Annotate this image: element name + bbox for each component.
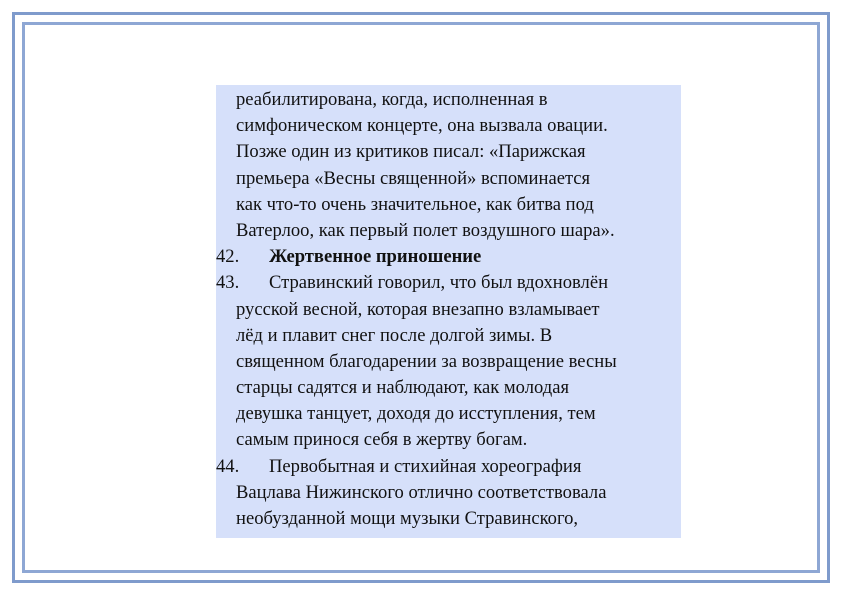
item-number: 44. — [216, 455, 240, 477]
line-text: русской весной, которая внезапно взламывает — [236, 298, 600, 320]
text-line — [216, 427, 681, 453]
line-text: девушка танцует, доходя до исступления, тем — [236, 403, 596, 425]
item-number: 43. — [216, 272, 240, 294]
text-line — [216, 375, 681, 401]
line-text: Вацлава Нижинского отлично соответствовала — [236, 481, 607, 503]
numbered-line — [216, 270, 681, 296]
line-text: Первобытная и стихийная хореография — [269, 455, 582, 477]
text-line — [216, 480, 681, 506]
line-text: реабилитирована, когда, исполненная в — [236, 89, 548, 110]
line-text: старцы садятся и наблюдают, как молодая — [236, 377, 570, 399]
line-text: самым принося себя в жертву богам. — [236, 429, 528, 451]
line-text: Ватерлоо, как первый полет воздушного шара». — [236, 219, 615, 241]
text-line — [216, 113, 681, 139]
numbered-line — [216, 454, 681, 480]
item-number: 42. — [216, 246, 240, 268]
text-line — [216, 192, 681, 218]
line-text: как что-то очень значительное, как битва под — [236, 193, 594, 215]
text-line — [216, 218, 681, 244]
line-text: священном благодарении за возвращение весны — [236, 350, 617, 372]
text-line — [216, 401, 681, 427]
text-line — [216, 506, 681, 532]
line-text: Стравинский говорил, что был вдохновлён — [269, 272, 609, 294]
text-line — [216, 139, 681, 165]
line-text: симфоническом концерте, она вызвала овации. — [236, 115, 608, 137]
section-heading: Жертвенное приношение — [269, 246, 482, 268]
text-line — [216, 349, 681, 375]
text-line — [216, 166, 681, 192]
text-line — [216, 87, 681, 113]
line-text: необузданной мощи музыки Стравинского, — [236, 508, 579, 529]
line-text: премьера «Весны священной» вспоминается — [236, 167, 591, 189]
text-line — [216, 323, 681, 349]
line-text: лёд и плавит снег после долгой зимы. В — [236, 324, 553, 346]
text-line — [216, 297, 681, 323]
line-text: Позже один из критиков писал: «Парижская — [236, 141, 586, 163]
text-panel — [216, 85, 681, 538]
numbered-heading-line — [216, 244, 681, 270]
